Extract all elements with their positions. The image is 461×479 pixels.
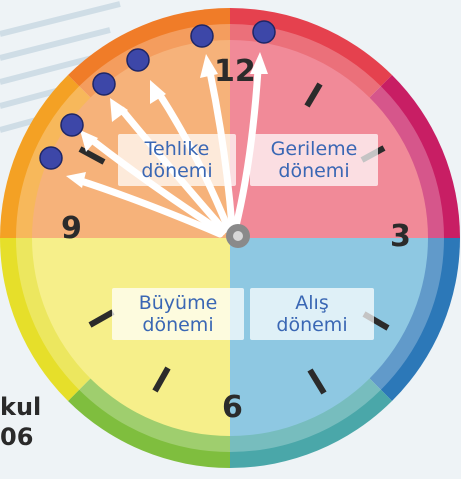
buying-phase-label <box>250 288 374 340</box>
danger-phase-label <box>118 134 236 186</box>
dot-5 <box>191 25 213 47</box>
danger-phase-line2: dönemi <box>141 160 213 182</box>
decline-phase-line2: dönemi <box>278 160 350 182</box>
growth-phase-line1: Büyüme <box>138 292 218 314</box>
corner-text-line2: 06 <box>0 423 34 451</box>
dot-6 <box>253 21 275 43</box>
clock-number-6: 6 <box>222 390 243 425</box>
growth-phase-label <box>112 288 244 340</box>
growth-phase-line2: dönemi <box>142 314 214 336</box>
corner-text-line1: kul <box>0 393 42 421</box>
dot-4 <box>127 49 149 71</box>
danger-phase-line1: Tehlike <box>144 138 210 160</box>
dot-3 <box>93 73 115 95</box>
dot-2 <box>61 114 83 136</box>
clock-number-9: 9 <box>61 211 82 246</box>
buying-phase-line1: Alış <box>295 292 329 314</box>
buying-phase-line2: dönemi <box>276 314 348 336</box>
corner-text <box>0 392 41 452</box>
dot-1 <box>40 147 62 169</box>
decline-phase-line1: Gerileme <box>270 138 358 160</box>
clock-number-12: 12 <box>214 54 256 89</box>
decline-phase-label <box>250 134 378 186</box>
clock-number-3: 3 <box>390 219 411 254</box>
